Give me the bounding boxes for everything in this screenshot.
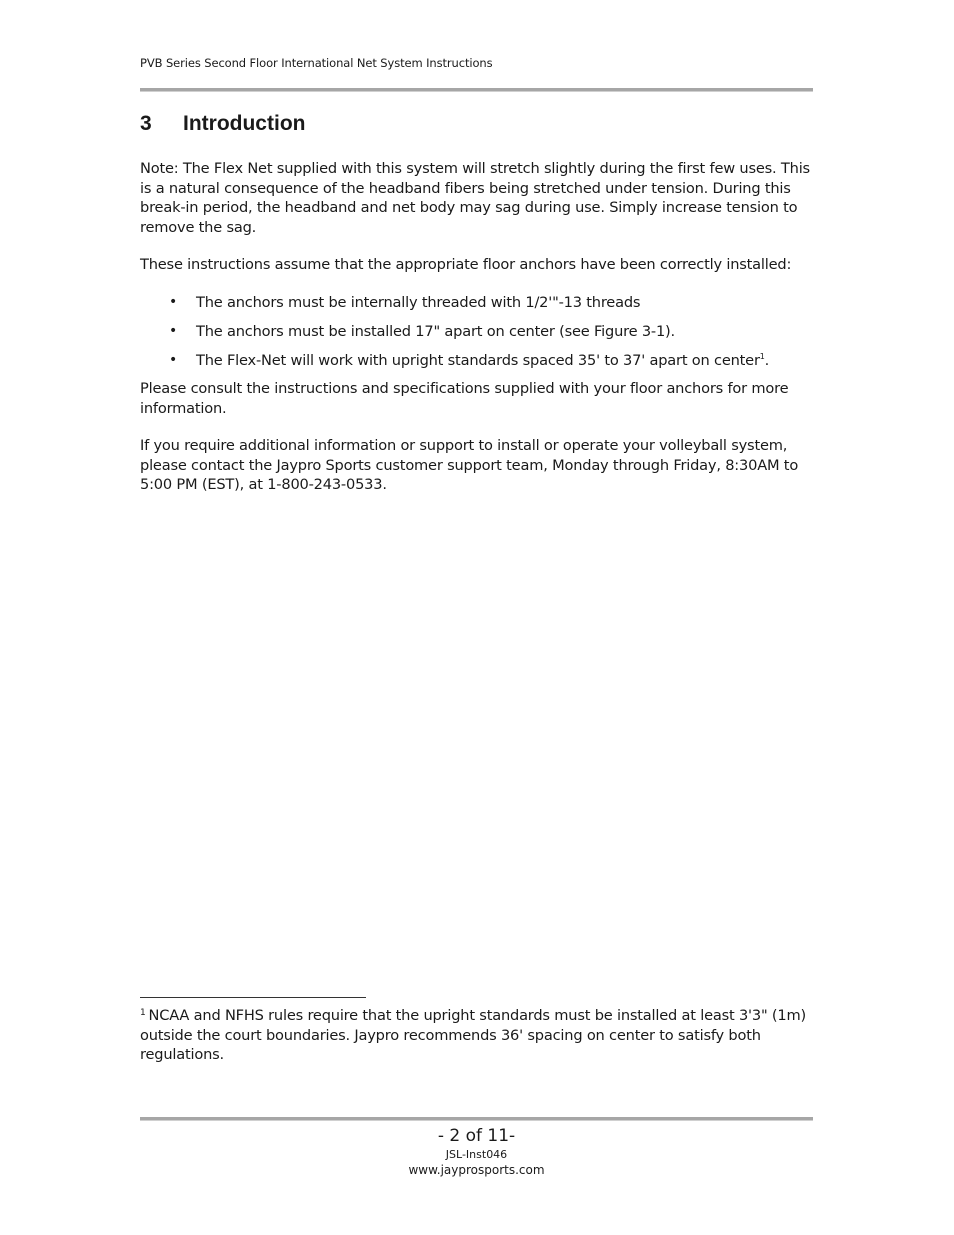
support-text: If you require additional information or support to install or operate your volleyball system, please contact the Jaypro Sports customer support team, Monday through Friday, 8:30AM to 5:00 PM (EST), at 1-800-243-0533. <box>140 437 799 493</box>
section-number: 3 <box>140 112 152 135</box>
list-item <box>140 293 830 322</box>
bullet-icon: • <box>169 352 178 368</box>
assumptions-paragraph <box>140 255 820 275</box>
page-number: - 2 of 11- <box>437 1126 516 1146</box>
footnote <box>140 1006 820 1065</box>
list-item: • The Flex-Net will work with upright standards spaced 35' to 37' apart on center$^1$. <box>169 352 770 369</box>
footnote-separator <box>140 997 366 998</box>
section-title: Introduction <box>183 112 306 135</box>
header-divider <box>140 88 813 92</box>
section-heading <box>140 112 305 136</box>
note-paragraph <box>140 159 820 237</box>
support-paragraph <box>140 436 830 495</box>
list-item-text: The anchors must be internally threaded with 1/2'"-13 threads <box>196 294 641 311</box>
bullet-icon: • <box>169 323 178 339</box>
list-item-text: The anchors must be installed 17" apart on center (see Figure 3-1). <box>196 323 675 340</box>
running-header: PVB Series Second Floor International Net System Instructions <box>140 56 493 70</box>
consult-paragraph <box>140 379 820 418</box>
document-id: JSL-Inst046 <box>445 1148 508 1161</box>
assumptions-text: These instructions assume that the appropriate floor anchors have been correctly installed: <box>140 256 792 273</box>
footnote-text: NCAA and NFHS rules require that the upright standards must be installed at least 3'3" (1m) outside the court boundaries. Jaypro recommends 36' spacing on center to satisfy both regulations. <box>140 1007 806 1063</box>
footer-divider <box>140 1117 813 1121</box>
footnote-reference[interactable]: 1 <box>759 352 765 362</box>
bullet-icon: • <box>169 294 178 310</box>
website-link[interactable]: www.jayprosports.com <box>408 1163 545 1177</box>
note-text: Note: The Flex Net supplied with this system will stretch slightly during the first few uses. This is a natural consequence of the headband fibers being stretched under tension. During this break-in period, the headband and net body may sag during use. Simply increase tension to remove the sag. <box>140 160 810 236</box>
footnote-marker: 1 <box>140 1008 146 1018</box>
list-item <box>140 322 830 351</box>
anchor-requirements-list <box>140 293 830 380</box>
list-item-text: The Flex-Net will work with upright standards spaced 35' to 37' apart on center <box>196 352 760 369</box>
consult-text: Please consult the instructions and specifications supplied with your floor anchors for more information. <box>140 380 789 417</box>
